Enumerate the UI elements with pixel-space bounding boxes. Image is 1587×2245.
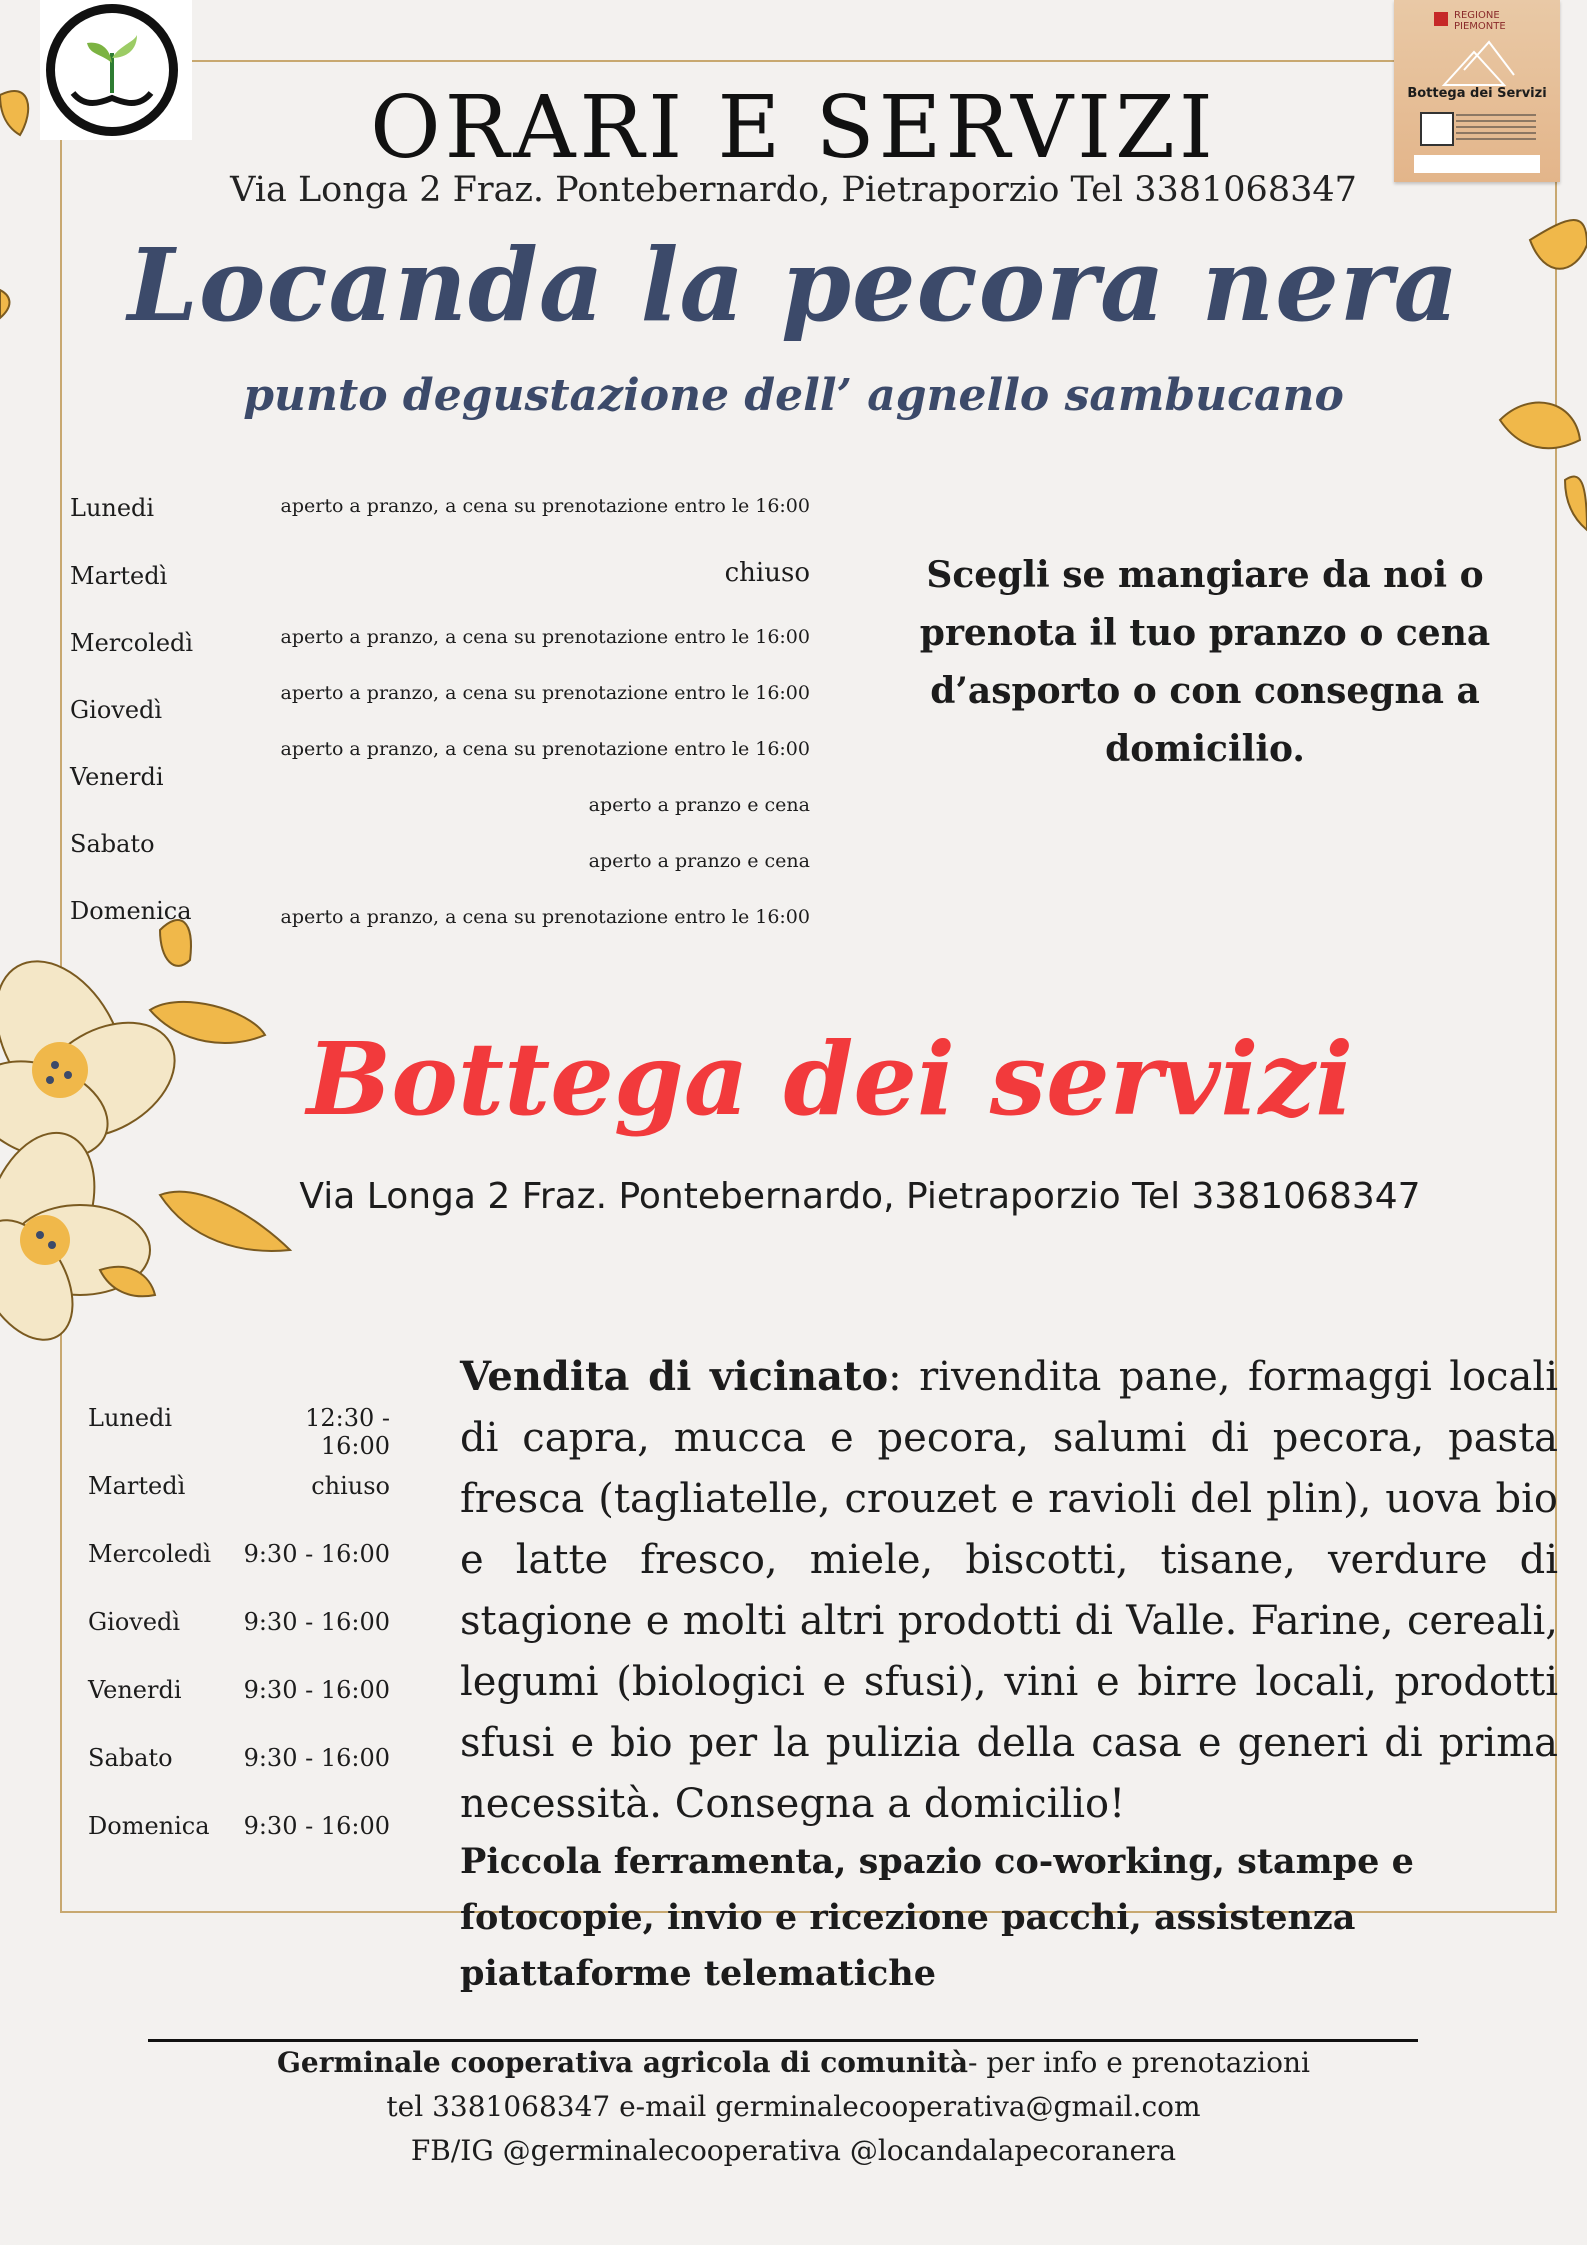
footer-org-suffix: - per info e prenotazioni bbox=[967, 2046, 1310, 2079]
schedule-day: Mercoledì bbox=[88, 1540, 212, 1568]
schedule-day: Venerdi bbox=[88, 1676, 182, 1704]
bottega-description bbox=[460, 1346, 1558, 1835]
flower-icon bbox=[0, 1118, 150, 1357]
footer-org: Germinale cooperativa agricola di comunità bbox=[277, 2046, 968, 2079]
schedule-day: Giovedì bbox=[70, 696, 163, 724]
schedule-hours: chiuso bbox=[724, 558, 810, 588]
locanda-title: Locanda la pecora nera bbox=[127, 226, 1460, 344]
schedule-day: Sabato bbox=[88, 1744, 173, 1772]
schedule-day: Martedì bbox=[70, 562, 168, 590]
schedule-day: Giovedì bbox=[88, 1608, 181, 1636]
schedule-day: Domenica bbox=[88, 1812, 210, 1840]
footer-org-line bbox=[0, 2046, 1587, 2079]
schedule-day: Lunedi bbox=[88, 1404, 173, 1432]
schedule-day: Sabato bbox=[70, 830, 155, 858]
schedule-hours: 9:30 - 16:00 bbox=[243, 1608, 390, 1636]
header-address: Via Longa 2 Fraz. Pontebernardo, Pietraporzio Tel 3381068347 bbox=[230, 170, 1357, 210]
schedule-hours: chiuso bbox=[311, 1472, 390, 1500]
schedule-day: Lunedi bbox=[70, 494, 155, 522]
description-lead: Vendita di vicinato bbox=[460, 1353, 889, 1400]
bottega-services: Piccola ferramenta, spazio co-working, stampe e fotocopie, invio e ricezione pacchi, assistenza piattaforme telematiche bbox=[460, 1841, 1414, 1994]
schedule-hours: 9:30 - 16:00 bbox=[243, 1744, 390, 1772]
schedule-hours: aperto a pranzo, a cena su prenotazione entro le 16:00 bbox=[280, 626, 810, 648]
locanda-promo: Scegli se mangiare da noi o prenota il tuo pranzo o cena d’asporto o con consegna a domicilio. bbox=[919, 554, 1491, 770]
schedule-day: Domenica bbox=[70, 897, 192, 925]
badge-region: REGIONE PIEMONTE bbox=[1454, 10, 1506, 32]
schedule-day: Martedì bbox=[88, 1472, 186, 1500]
footer-divider bbox=[148, 2039, 1418, 2042]
description-body: : rivendita pane, formaggi locali di capra, mucca e pecora, salumi di pecora, pasta fresca (tagliatelle, crouzet e ravioli del plin), uova bio e latte fresco, miele, biscotti, tisane, verdure di stagione e molti altri prodotti di Valle. Farine, cereali, legumi (biologici e sfusi), vini e birre locali, prodotti sfusi e bio per la pulizia della casa e generi di prima necessità. Consegna a domicilio! bbox=[460, 1354, 1558, 1827]
schedule-hours: 12:30 - 16:00 bbox=[305, 1404, 390, 1460]
footer-contact: tel 3381068347 e-mail germinalecooperativa@gmail.com bbox=[386, 2090, 1201, 2123]
schedule-hours: 9:30 - 16:00 bbox=[243, 1540, 390, 1568]
badge-title: Bottega dei Servizi bbox=[1407, 86, 1547, 101]
schedule-hours: 9:30 - 16:00 bbox=[243, 1812, 390, 1840]
schedule-hours: aperto a pranzo e cena bbox=[588, 794, 810, 816]
bottega-title: Bottega dei servizi bbox=[306, 1020, 1354, 1138]
page-title: ORARI E SERVIZI bbox=[370, 78, 1217, 178]
schedule-day: Venerdi bbox=[70, 763, 164, 791]
leaf-icon bbox=[160, 920, 191, 966]
schedule-hours: aperto a pranzo, a cena su prenotazione entro le 16:00 bbox=[280, 495, 810, 517]
leaf-icon bbox=[1565, 477, 1587, 530]
schedule-hours: aperto a pranzo, a cena su prenotazione entro le 16:00 bbox=[280, 906, 810, 928]
footer-social: FB/IG @germinalecooperativa @locandalapecoranera bbox=[410, 2134, 1177, 2167]
schedule-hours: aperto a pranzo e cena bbox=[588, 850, 810, 872]
schedule-hours: aperto a pranzo, a cena su prenotazione entro le 16:00 bbox=[280, 682, 810, 704]
locanda-tagline: punto degustazione dell’ agnello sambucano bbox=[243, 370, 1344, 421]
schedule-day: Mercoledì bbox=[70, 629, 194, 657]
bottega-address: Via Longa 2 Fraz. Pontebernardo, Pietraporzio Tel 3381068347 bbox=[299, 1176, 1421, 1217]
region-flag-icon bbox=[1434, 12, 1448, 26]
schedule-hours: aperto a pranzo, a cena su prenotazione entro le 16:00 bbox=[280, 738, 810, 760]
schedule-hours: 9:30 - 16:00 bbox=[243, 1676, 390, 1704]
